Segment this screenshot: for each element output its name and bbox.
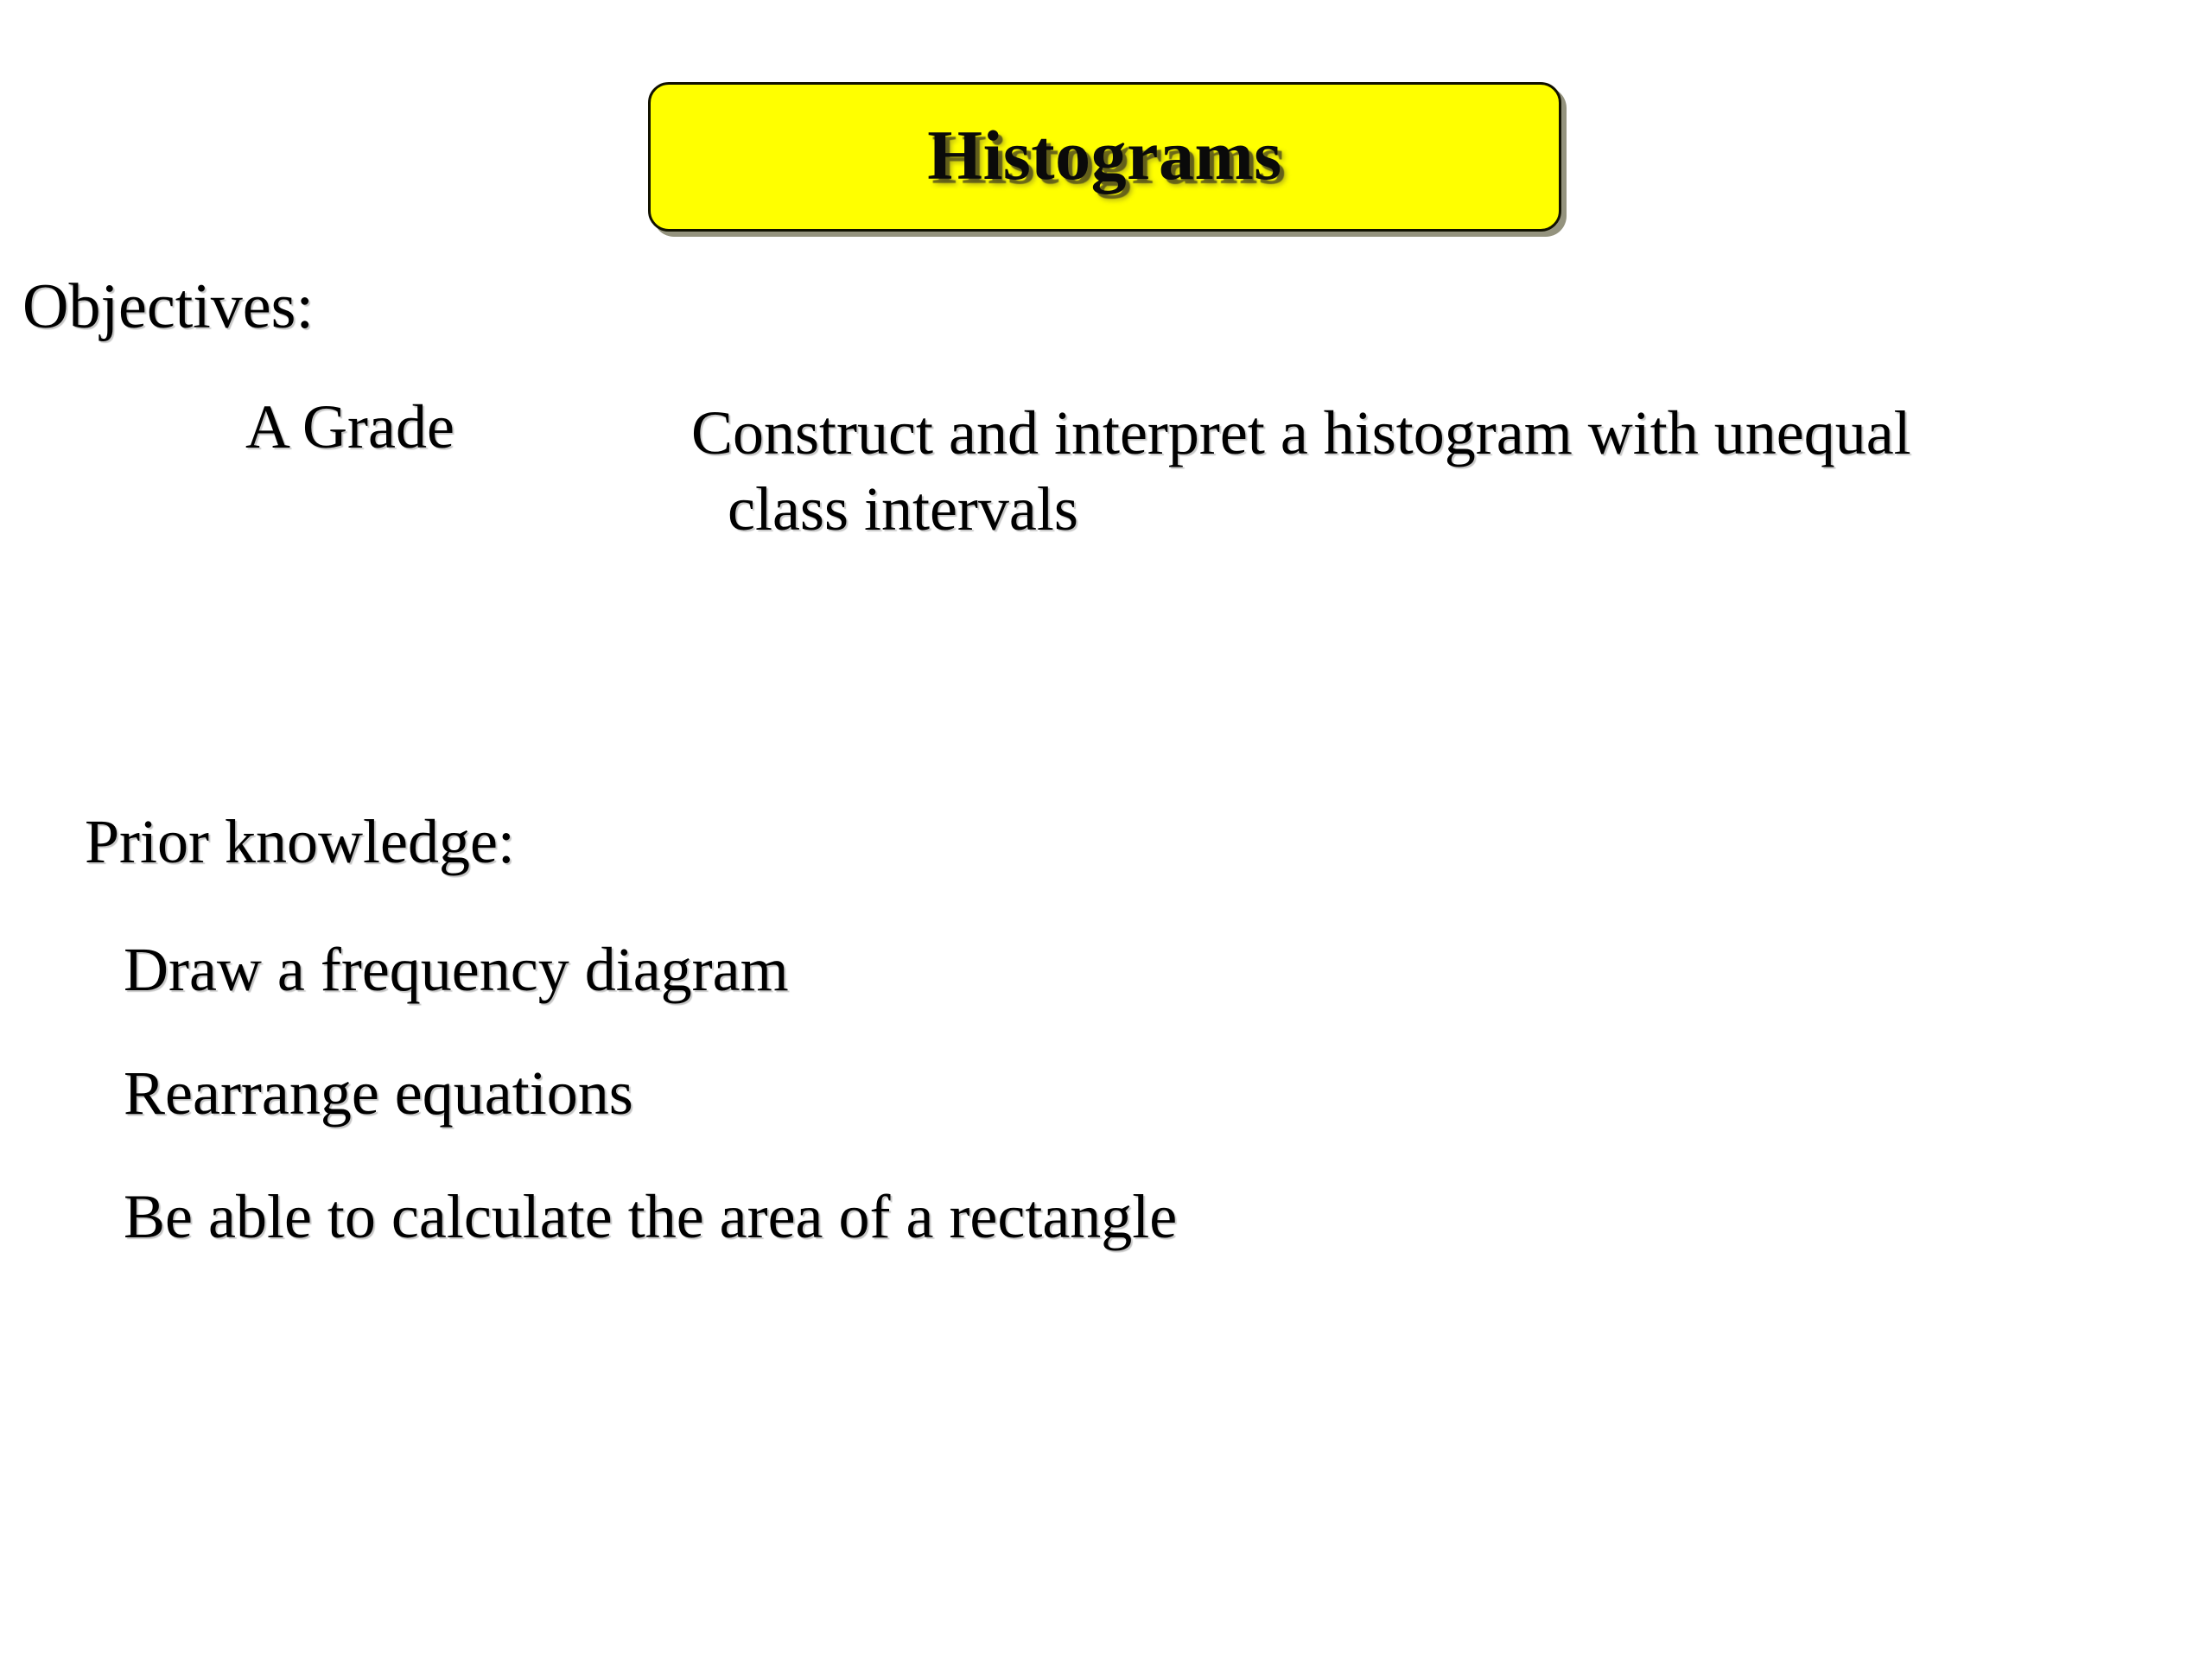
prior-knowledge-item: Rearrange equations: [124, 1058, 633, 1128]
objective-description: [691, 396, 2160, 548]
objectives-heading: Objectives:: [22, 271, 315, 342]
prior-knowledge-item: Be able to calculate the area of a rectangle: [124, 1182, 1178, 1251]
objective-description-line-2: class intervals: [728, 474, 1078, 543]
objective-grade-label: A Grade: [245, 392, 454, 461]
title-banner: [648, 82, 1561, 232]
page-title: Histograms: [927, 115, 1282, 194]
prior-knowledge-item: Draw a frequency diagram: [124, 935, 789, 1004]
objective-description-line-1: Construct and interpret a histogram with unequal: [691, 398, 1911, 467]
prior-knowledge-heading: Prior knowledge:: [85, 807, 515, 876]
